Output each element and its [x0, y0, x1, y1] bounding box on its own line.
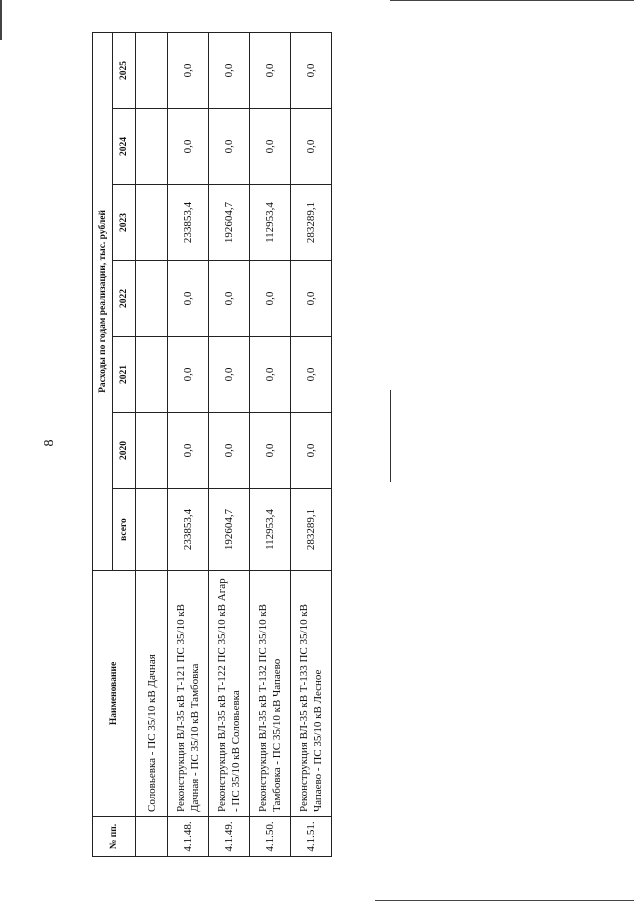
table-row: [168, 32, 209, 856]
row-value: 0,0: [250, 413, 291, 489]
header-year: 2023: [113, 185, 136, 261]
row-name: Реконструкция ВЛ-35 кВ Т-121 ПС 35/10 кВ Дачная - ПС 35/10 кВ Тамбовка: [168, 571, 209, 817]
row-name: Реконструкция ВЛ-35 кВ Т-133 ПС 35/10 кВ Чапаево - ПС 35/10 кВ Лесное: [291, 571, 332, 817]
row-value: 283289,1: [291, 185, 332, 261]
row-value: [136, 32, 168, 108]
row-value: 0,0: [250, 109, 291, 185]
row-name: Реконструкция ВЛ-35 кВ Т-132 ПС 35/10 кВ Тамбовка - ПС 35/10 кВ Чапаево: [250, 571, 291, 817]
row-num: 4.1.50.: [250, 817, 291, 857]
row-value: 112953,4: [250, 185, 291, 261]
row-value: 0,0: [168, 337, 209, 413]
row-value: 0,0: [291, 109, 332, 185]
row-value: [136, 337, 168, 413]
row-value: 0,0: [168, 261, 209, 337]
row-value: 0,0: [168, 413, 209, 489]
row-value: 0,0: [250, 261, 291, 337]
scan-edge-line: [390, 0, 634, 1]
table-row: [291, 32, 332, 856]
header-year: 2020: [113, 413, 136, 489]
row-total: 192604,7: [209, 489, 250, 571]
row-total: 283289,1: [291, 489, 332, 571]
header-expenses: Расходы по годам реализации, тыс. рублей: [93, 32, 113, 570]
scan-edge-line: [375, 900, 634, 901]
row-value: 0,0: [209, 261, 250, 337]
scan-edge-line: [0, 0, 2, 40]
page-number: 8: [42, 439, 57, 447]
header-year: 2024: [113, 109, 136, 185]
row-name: Реконструкция ВЛ-35 кВ Т-122 ПС 35/10 кВ Агар - ПС 35/10 кВ Соловьевка: [209, 571, 250, 817]
row-value: 0,0: [291, 413, 332, 489]
rotated-table: [92, 33, 332, 857]
row-total: [136, 489, 168, 571]
header-year: 2022: [113, 261, 136, 337]
table-row: [250, 32, 291, 856]
row-num: 4.1.49.: [209, 817, 250, 857]
row-value: 233853,4: [168, 185, 209, 261]
row-value: 0,0: [209, 337, 250, 413]
row-value: 0,0: [168, 109, 209, 185]
table-container: [92, 33, 332, 857]
header-year: 2025: [113, 32, 136, 108]
row-value: [136, 185, 168, 261]
row-num: [136, 817, 168, 857]
row-value: 0,0: [209, 413, 250, 489]
row-value: [136, 261, 168, 337]
table-row: [209, 32, 250, 856]
row-value: 0,0: [291, 261, 332, 337]
expenses-table: [92, 32, 332, 857]
row-name: Соловьевка - ПС 35/10 кВ Дачная: [136, 571, 168, 817]
header-total: всего: [113, 489, 136, 571]
row-value: [136, 109, 168, 185]
table-row: [136, 32, 168, 856]
header-name: Наименование: [93, 571, 136, 817]
header-row: [93, 32, 113, 856]
row-value: 0,0: [250, 337, 291, 413]
row-value: 0,0: [209, 32, 250, 108]
row-value: 192604,7: [209, 185, 250, 261]
row-value: 0,0: [291, 337, 332, 413]
row-total: 112953,4: [250, 489, 291, 571]
row-value: 0,0: [168, 32, 209, 108]
row-value: 0,0: [250, 32, 291, 108]
row-value: [136, 413, 168, 489]
row-num: 4.1.51.: [291, 817, 332, 857]
row-total: 233853,4: [168, 489, 209, 571]
separator-rule: [390, 390, 391, 482]
row-num: 4.1.48.: [168, 817, 209, 857]
header-year: 2021: [113, 337, 136, 413]
header-num: № пп.: [93, 817, 136, 857]
row-value: 0,0: [291, 32, 332, 108]
row-value: 0,0: [209, 109, 250, 185]
